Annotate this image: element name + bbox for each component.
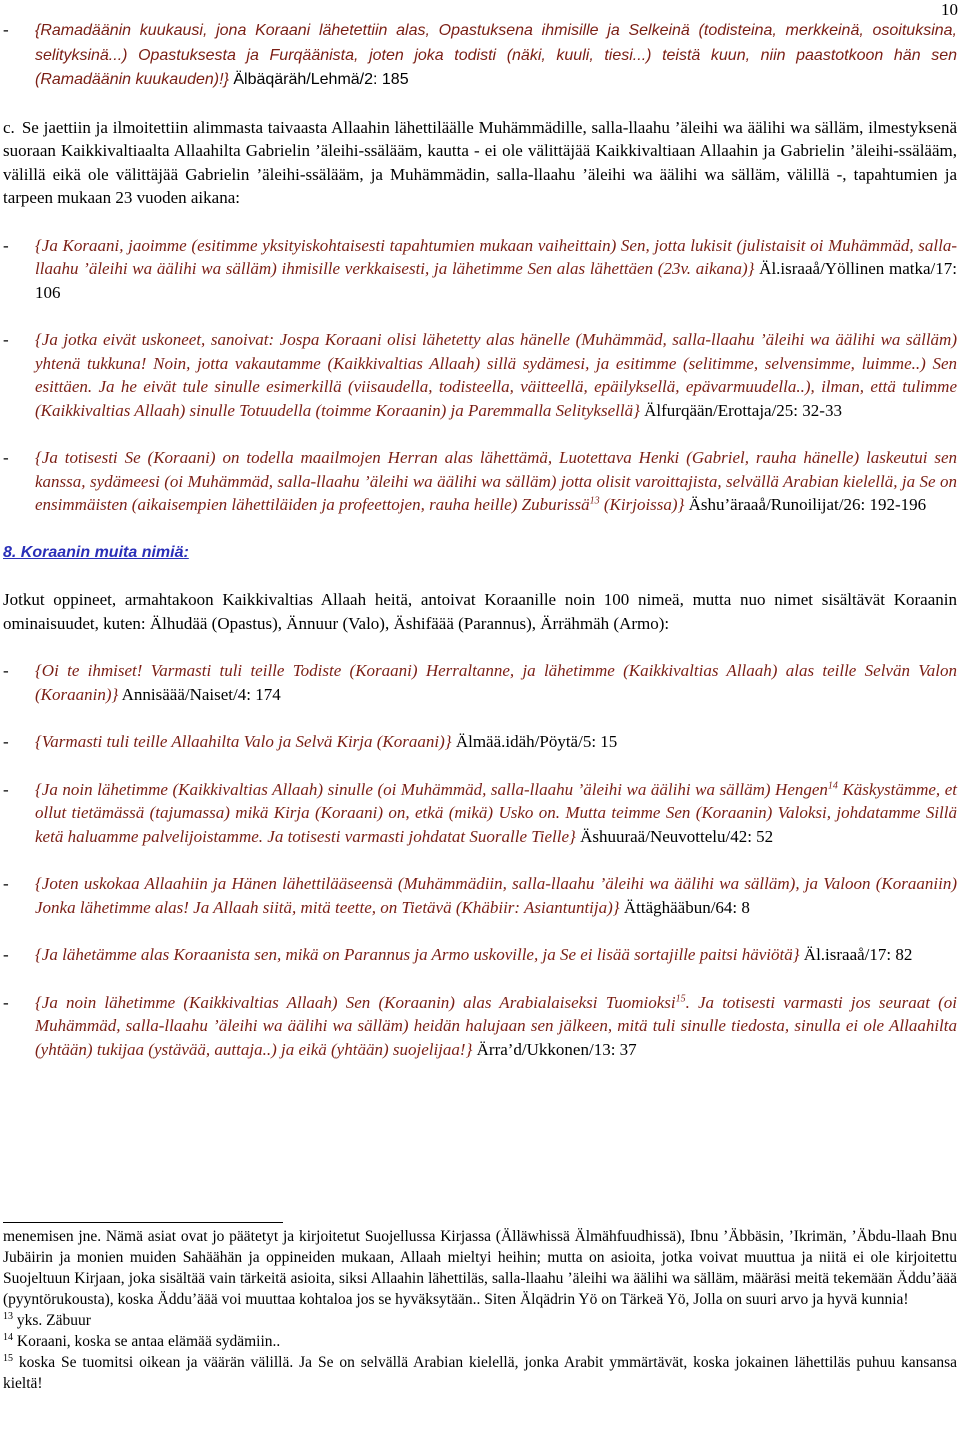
list-dash: - — [3, 945, 9, 964]
surah-reference: Äshu’äraaå/Runoilijat/26: 192-196 — [684, 495, 927, 514]
quran-quote-ramadan — [3, 18, 957, 92]
list-dash: - — [3, 992, 9, 1012]
surah-reference: Annisäää/Naiset/4: 174 — [118, 684, 281, 704]
quote-text-continued: . Ja totisesti varmasti jos seuraat (oi Muhämmäd, salla-llaahu ’äleihi wa äälihi wa sälläm) heidän halujaan sen jälkeen, mitä tuli sinulle tiedosta, sinulla ei ole Allaahilta (yhtään) tukijaa (ystävää, auttaja..) ja eikä (yhtään) suojelijaa!} — [35, 992, 957, 1059]
paragraph-marker: c. — [3, 117, 15, 137]
quote-text: {Ja noin lähetimme (Kaikkivaltias Allaah) sinulle (oi Muhämmäd, salla-llaahu ’äleihi wa äälihi wa sälläm) Hengen — [35, 779, 828, 799]
list-dash: - — [3, 20, 9, 39]
intro-paragraph: Jotkut oppineet, armahtakoon Kaikkivaltias Allaah heitä, antoivat Koraanille noin 100 nimeä, mutta nuo nimet sisältävät Koraanin ominaisuudet, kuten: Älhudää (Opastus), Ännuur (Valo), Äshifäää (Parannus), Ärrähmäh (Armo): — [3, 590, 957, 633]
surah-reference: Äshuuraä/Neuvottelu/42: 52 — [575, 826, 774, 846]
list-dash: - — [3, 874, 9, 893]
quran-quote — [3, 943, 957, 967]
footnote-mark: 14 — [827, 779, 838, 791]
list-dash: - — [3, 661, 9, 680]
footnote-number: 14 — [3, 1331, 13, 1343]
quote-text: {Ramadäänin kuukausi, jona Koraani lähetettiin alas, Opastuksena ihmisille ja Selkeinä (todisteina, merkkeinä, osoituksina, selityksinä...) Opastuksesta ja Furqäänista, joten joka todisti (näki, kuuli, tiesi...) teistä kuun, niin paastotkoon hän sen (Ramadäänin kuukauden)!} — [35, 22, 957, 88]
quote-text: {Ja Koraani, jaoimme (esitimme yksityiskohtaisesti tapahtumien mukaan vaiheittain) Sen, jotta lukisit (julistaisit oi Muhämmäd, salla-llaahu ’äleihi wa äälihi wa sälläm) ihmisille verkkaisesti, ja lähetimme Sen alas lähettäen (23v. aikana)} — [35, 235, 957, 278]
list-dash: - — [3, 732, 9, 751]
quran-quote — [3, 659, 957, 706]
footnote-mark: 13 — [589, 495, 600, 507]
section-heading: 8. Koraanin muita nimiä: — [3, 543, 189, 561]
quote-text: {Ja totisesti Se (Koraani) on todella maailmojen Herran alas lähettämä, Luotettava Henki (Gabriel, rauha hänelle) laskeutui sen kanssa, sydämeesi (oi Muhämmäd, salla-llaahu ’äleihi wa äälihi wa sälläm) jotta olisit varoittajista, selvällä Arabian kielellä, ja Se on ensimmäisten (aikaisempien lähettiläiden ja profeettojen, rauha heille) Zuburissä — [35, 448, 957, 514]
quran-quote — [3, 991, 957, 1062]
footnote-text: yks. Zäbuur — [13, 1312, 91, 1329]
surah-reference: Älbäqäräh/Lehmä/2: 185 — [228, 71, 409, 88]
quran-quote — [3, 778, 957, 849]
main-content — [3, 18, 957, 1061]
footnote-mark: 15 — [675, 992, 686, 1004]
surah-reference: Äl.israaå/17: 82 — [799, 945, 913, 964]
paragraph-text: Se jaettiin ja ilmoitettiin alimmasta taivaasta Allaahin lähettiläälle Muhämmädille, salla-llaahu ’äleihi wa äälihi wa sälläm, ilmestyksenä suoraan Kaikkivaltiaalta Allaahilta Gabrielin ’äleihi-ssälääm, kautta - ei ole välittäjää Kaikkivaltiaan Allaahin ja Gabrielin ’äleihi-ssälääm, välillä eikä ole välittäjää Gabrielin ’äleihi-ssälääm, ja Muhämmädin, salla-llaahu ’äleihi wa äälihi wa sälläm, välillä -, tapahtumien ja tarpeen mukaan 23 vuoden aikana: — [3, 117, 958, 207]
list-dash: - — [3, 448, 9, 467]
footnote-text: Koraani, koska se antaa elämää sydämiin.. — [13, 1333, 281, 1350]
surah-reference: Ättäghääbun/64: 8 — [619, 897, 750, 917]
footnote-text: koska Se tuomitsi oikean ja väärän välillä. Ja Se on selvällä Arabian kielellä, jonka Arabit ymmärtävät, koska jokainen lähettiläs puhuu kansansa kieltä! — [3, 1354, 957, 1392]
footnote-15 — [3, 1352, 957, 1394]
surah-reference: Älfurqään/Erottaja/25: 32-33 — [639, 400, 842, 420]
footnote-13 — [3, 1310, 957, 1331]
quran-quote — [3, 328, 957, 422]
quran-quote — [3, 872, 957, 919]
footnote-continuation: menemisen jne. Nämä asiat ovat jo päätetyt ja kirjoitetut Suojellussa Kirjassa (Älläwhissä Älmähfuudhissä), Ibnu ’Äbbäsin, ’Ikrimän, ’Äbdu-llaah Bnu Jubäirin ja monien muiden Sahäähän ja oppineiden mukaan, Allaah mieltyi heihin; mutta on asioita, jotka voivat muuttua ja niitä ei ole kirjoitettu Suojeltuun Kirjaan, joka sisältää vain tärkeitä asioita, siksi Allaahin lähettiläs, salla-llaahu ’äleihi wa äälihi wa sälläm, määräsi meitä tekemään Äddu’äää (pyyntörukousta), koska Äddu’äää voi muuttaa kohtaloa jos se hyväksytään.. Siten Älqädrin Yö on Tärkeä Yö, Jolla on suuri arvo ja hyvä kunnia! — [3, 1228, 957, 1308]
footnote-14 — [3, 1331, 957, 1352]
quote-text: {Varmasti tuli teille Allaahilta Valo ja Selvä Kirja (Koraani)} — [35, 732, 452, 751]
quote-text-continued: (Kirjoissa)} — [599, 495, 685, 514]
surah-reference: Ärra’d/Ukkonen/13: 37 — [472, 1039, 637, 1059]
surah-reference: Äl.israaå/Yöllinen matka/17: 106 — [35, 259, 957, 302]
quote-text: {Ja lähetämme alas Koraanista sen, mikä on Parannus ja Armo uskoville, ja Se ei lisää sortajille paitsi häviötä} — [35, 945, 800, 964]
quote-text: {Oi te ihmiset! Varmasti tuli teille Todiste (Koraani) Herraltanne, ja lähetimme (Kaikkivaltias Allaah) alas teille Selvän Valon (Koraanin)} — [35, 661, 957, 704]
footnote-number: 15 — [3, 1352, 13, 1364]
footnote-number: 13 — [3, 1310, 13, 1322]
page-number: 10 — [941, 0, 958, 19]
footnote-separator — [3, 1222, 283, 1223]
quote-text: {Joten uskokaa Allaahiin ja Hänen lähettilääseensä (Muhämmädiin, salla-llaahu ’äleihi wa äälihi wa sälläm), ja Valoon (Koraaniin) Jonka lähetimme alas! Ja Allaah siitä, mitä teette, on Tietävä (Khäbiir: Asiantuntija)} — [35, 874, 957, 917]
quran-quote — [3, 446, 957, 517]
quote-text: {Ja noin lähetimme (Kaikkivaltias Allaah) Sen (Koraanin) alas Arabialaiseksi Tuomioksi — [35, 992, 676, 1012]
quote-text: {Ja jotka eivät uskoneet, sanoivat: Jospa Koraani olisi lähetetty alas hänelle (Muhämmäd, salla-llaahu ’äleihi wa äälihi wa sälläm) yhtenä tukkuna! Noin, jotta vakautamme (Kaikkivaltias Allaah) sillä sydämesi, ja esitimme (selitimme, selvensimme, luimme..) Sen esittäen. Ja he eivät tule sinulle esimerkillä (viisaudella, todisteella, väitteellä, epäilyksellä, epävarmuudella..), ilman, että tulimme (Kaikkivaltias Allaah) sinulle Totuudella (toimme Koraanin) ja Paremmalla Selityksellä} — [35, 330, 957, 420]
footnotes — [3, 1226, 957, 1394]
list-dash: - — [3, 330, 9, 349]
quran-quote — [3, 730, 957, 754]
list-dash: - — [3, 235, 9, 255]
paragraph-c — [3, 116, 957, 210]
surah-reference: Älmää.idäh/Pöytä/5: 15 — [451, 732, 618, 751]
quote-text-continued: Käskystämme, et ollut tietämässä (tajumassa) mikä Kirja (Koraani) on, etkä (mikä) Usko on. Mutta teimme Sen (Koraanin) Valoksi, johdatamme Sillä ketä haluamme palvelijoistamme. Ja totisesti varmasti johdatat Suoralle Tielle} — [35, 779, 957, 846]
list-dash: - — [3, 779, 9, 799]
quran-quote — [3, 234, 957, 305]
